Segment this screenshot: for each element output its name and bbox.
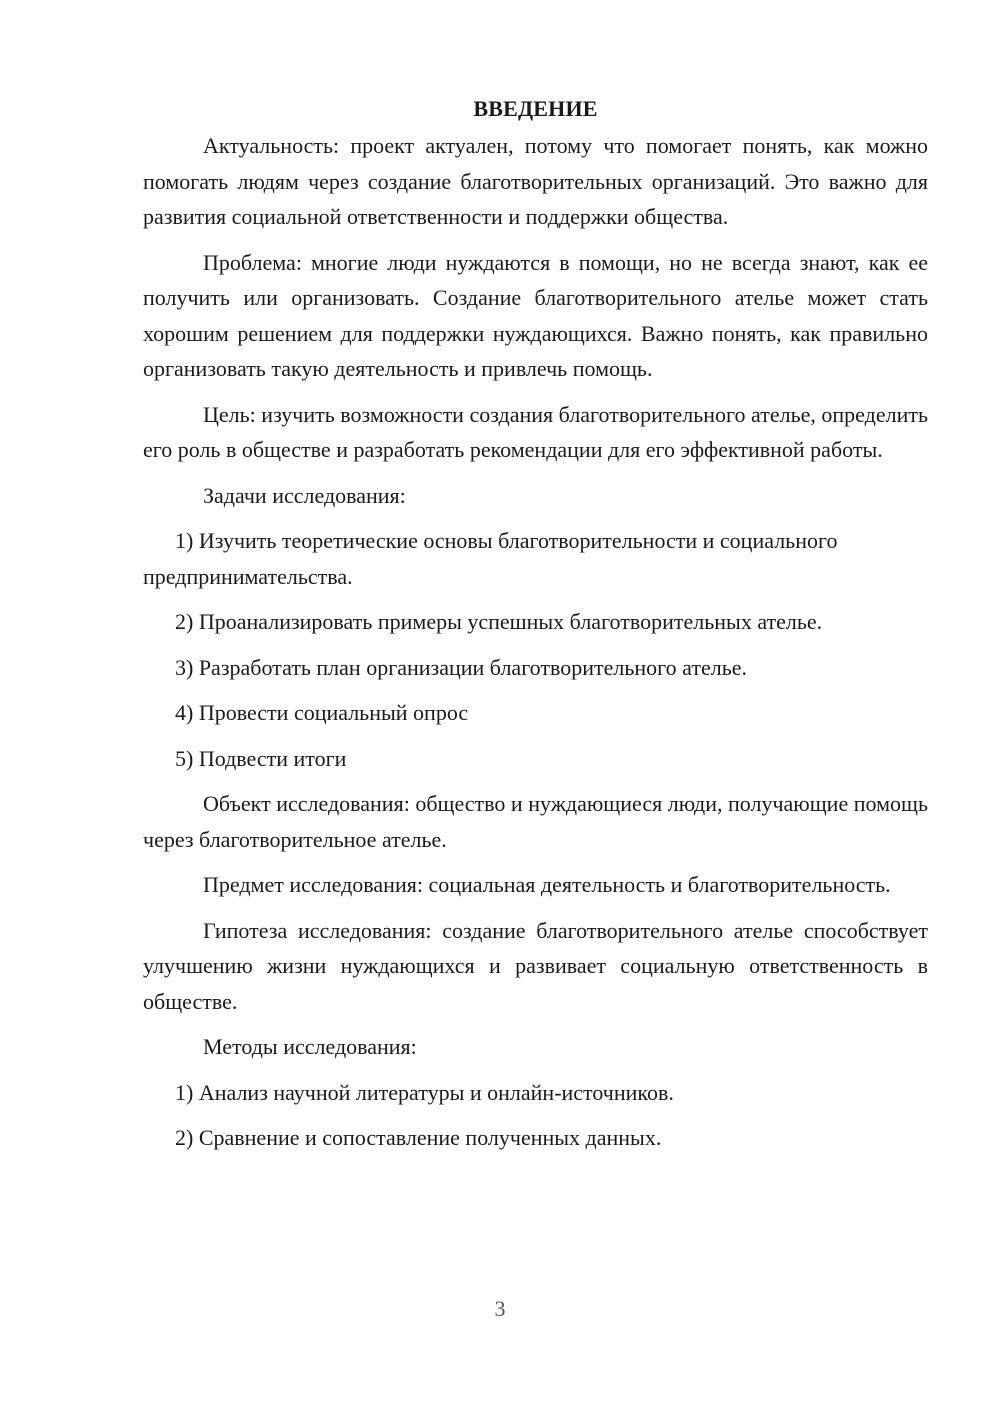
object-paragraph: Объект исследования: общество и нуждающиеся люди, получающие помощь через благотворительное ателье. xyxy=(143,791,928,852)
method-item: 2) Сравнение и сопоставление полученных данных. xyxy=(175,1125,662,1150)
task-item: 3) Разработать план организации благотворительного ателье. xyxy=(175,654,747,680)
page-number: 3 xyxy=(494,1296,506,1321)
hypothesis-paragraph: Гипотеза исследования: создание благотворительного ателье способствует улучшению жизни нуждающихся и развивает социальную ответственность в обществе. xyxy=(143,917,928,1014)
methods-label: Методы исследования: xyxy=(203,1034,417,1059)
task-item: 1) Изучить теоретические основы благотворительности и социального предпринимательства. xyxy=(143,528,838,589)
subject-paragraph: Предмет исследования: социальная деятельность и благотворительность. xyxy=(203,872,891,897)
task-item: 2) Проанализировать примеры успешных благотворительных ателье. xyxy=(175,609,823,634)
relevance-paragraph: Актуальность: проект актуален, потому что помогает понять, как можно помогать людям через создание благотворительных организаций. Это важно для развития социальной ответственности и поддержки общества. xyxy=(143,133,928,229)
task-item: 5) Подвести итоги xyxy=(175,745,347,771)
task-item: 4) Провести социальный опрос xyxy=(175,700,469,725)
problem-paragraph: Проблема: многие люди нуждаются в помощи, но не всегда знают, как ее получить или организовать. Создание благотворительного ателье может стать хорошим решением для поддержки нуждающихся. Важно понять, как правильно организовать такую деятельность и привлечь помощь. xyxy=(143,249,928,381)
goal-paragraph: Цель: изучить возможности создания благотворительного ателье, определить его роль в обществе и разработать рекомендации для его эффективной работы. xyxy=(143,401,928,462)
section-heading: ВВЕДЕНИЕ xyxy=(473,96,598,121)
tasks-label: Задачи исследования: xyxy=(203,482,406,508)
document-page xyxy=(143,92,928,1166)
method-item: 1) Анализ научной литературы и онлайн-источников. xyxy=(175,1079,674,1105)
